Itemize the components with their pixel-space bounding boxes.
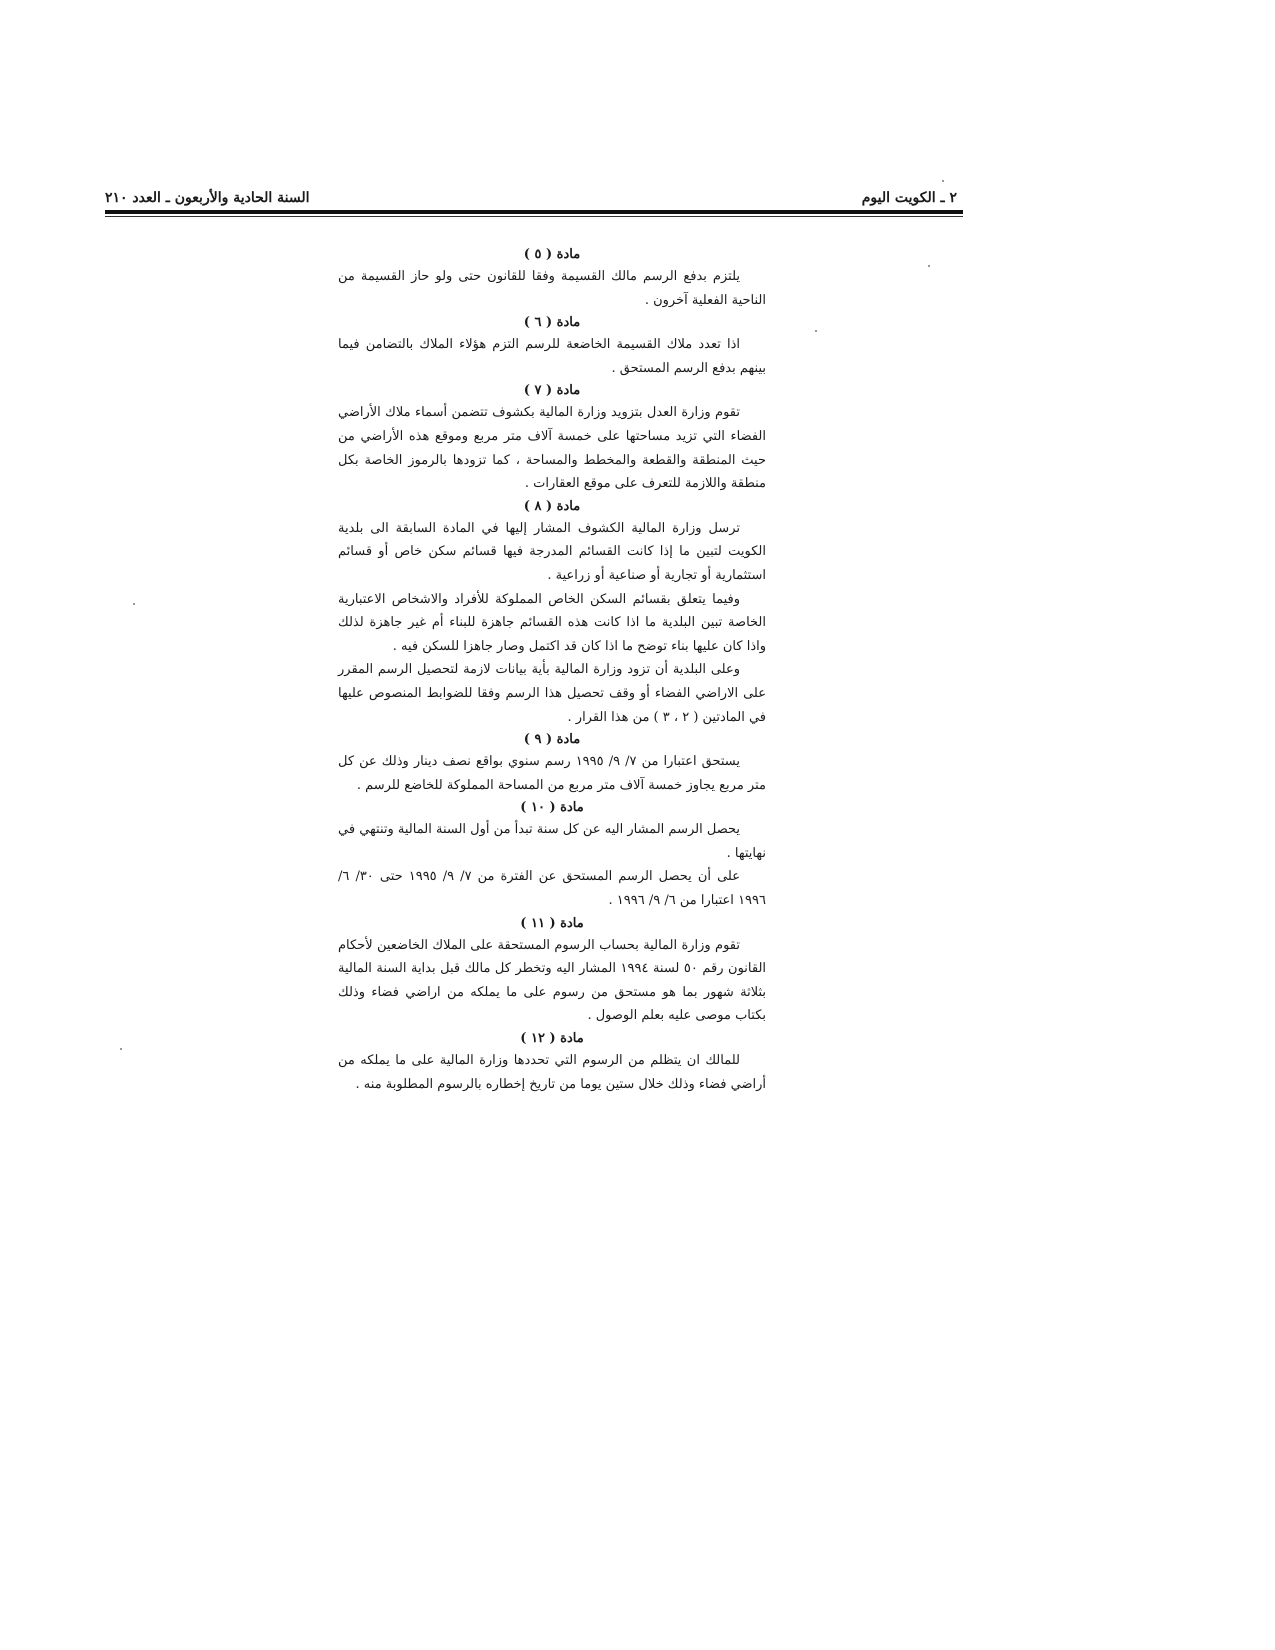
article-title: مادة ( ٧ ) (523, 383, 581, 399)
article-title: مادة ( ٨ ) (523, 498, 581, 514)
article-paragraph: وعلى البلدية أن تزود وزارة المالية بأية بيانات لازمة لتحصيل الرسم المقرر على الاراضي الفضاء أو وقف تحصيل هذا الرسم وفقا للضوابط المنصوص عليها في المادتين ( ٢ ، ٣ ) من هذا القرار . (338, 662, 766, 725)
article-body (338, 1049, 766, 1096)
article-body (338, 265, 766, 312)
article (338, 729, 766, 797)
article (338, 496, 766, 729)
article-body (338, 401, 766, 495)
scan-speck (133, 603, 135, 605)
article-paragraph: اذا تعدد ملاك القسيمة الخاضعة للرسم التزم هؤلاء الملاك بالتضامن فيما بينهم بدفع الرسم المستحق . (338, 337, 766, 376)
gazette-name-header: ٢ ـ الكويت اليوم (861, 190, 957, 206)
article-title: مادة ( ٥ ) (523, 247, 581, 262)
article-body (338, 934, 766, 1028)
article (338, 380, 766, 495)
scan-speck (928, 265, 930, 267)
article-paragraph: ترسل وزارة المالية الكشوف المشار إليها في المادة السابقة الى بلدية الكويت لتبين ما إذا كانت القسائم المدرجة فيها قسائم سكن خاص أو قسائم استثمارية أو تجارية أو صناعية أو زراعية . (338, 520, 766, 583)
scan-speck (942, 180, 944, 182)
article-paragraph: للمالك ان يتظلم من الرسوم التي تحددها وزارة المالية على ما يملكه من أراضي فضاء وذلك خلال ستين يوما من تاريخ إخطاره بالرسوم المطلوبة منه . (338, 1053, 766, 1092)
article-title: مادة ( ١٠ ) (520, 800, 584, 816)
article-title: مادة ( ٩ ) (523, 732, 581, 748)
article-paragraph: على أن يحصل الرسم المستحق عن الفترة من ٧/ ٩/ ١٩٩٥ حتى ٣٠/ ٦/ ١٩٩٦ اعتبارا من ٦/ ٩/ ١٩٩٦ . (338, 869, 766, 909)
article (338, 1028, 766, 1096)
header-rule-thick (105, 210, 963, 214)
article-title: مادة ( ١١ ) (520, 915, 584, 931)
article-body (338, 750, 766, 797)
scan-speck (815, 330, 817, 332)
article-body (338, 818, 766, 912)
article-body (338, 333, 766, 380)
article (338, 244, 766, 312)
article-paragraph: يحصل الرسم المشار اليه عن كل سنة تبدأ من أول السنة المالية وتنتهي في نهايتها . (338, 822, 766, 861)
article-title: مادة ( ٦ ) (523, 315, 581, 331)
article-paragraph: وفيما يتعلق بقسائم السكن الخاص المملوكة للأفراد والاشخاص الاعتبارية الخاصة تبين البلدية ما اذا كانت هذه القسائم جاهزة للبناء أم غير جاهزة لذلك واذا كان عليها بناء توضح ما اذا كان قد اكتمل وصار جاهزا للسكن فيه . (338, 591, 766, 654)
article-title: مادة ( ١٢ ) (520, 1031, 584, 1047)
header-rule-thin (105, 216, 963, 217)
issue-header: السنة الحادية والأربعون ـ العدد ٢١٠ (105, 190, 310, 206)
article-paragraph: تقوم وزارة المالية بحساب الرسوم المستحقة على الملاك الخاضعين لأحكام القانون رقم ٥٠ لسنة ١٩٩٤ المشار اليه وتخطر كل مالك قبل بداية السنة المالية بثلاثة شهور بما هو مستحق من رسوم على ما يملكه من اراضي فضاء وذلك بكتاب موصى عليه بعلم الوصول . (338, 937, 767, 1024)
scan-speck (120, 1048, 122, 1050)
article (338, 797, 766, 912)
articles-column (338, 244, 766, 1096)
article-paragraph: يلتزم بدفع الرسم مالك القسيمة وفقا للقانون حتى ولو حاز القسيمة من الناحية الفعلية آخرون . (338, 269, 766, 308)
article-body (338, 517, 766, 729)
article-paragraph: تقوم وزارة العدل بتزويد وزارة المالية بكشوف تتضمن أسماء ملاك الأراضي الفضاء التي تزيد مساحتها على خمسة آلاف متر مربع وموقع هذه الأراضي من حيث المنطقة والقطعة والمخطط والمساحة ، كما تزودها بالرموز الخاصة بكل منطقة واللازمة للتعرف على موقع العقارات . (338, 405, 766, 492)
article-paragraph: يستحق اعتبارا من ٧/ ٩/ ١٩٩٥ رسم سنوي بواقع نصف دينار وذلك عن كل متر مربع يجاوز خمسة آلاف متر مربع من المساحة المملوكة للخاضع للرسم . (338, 754, 766, 793)
article (338, 913, 766, 1028)
article (338, 312, 766, 380)
